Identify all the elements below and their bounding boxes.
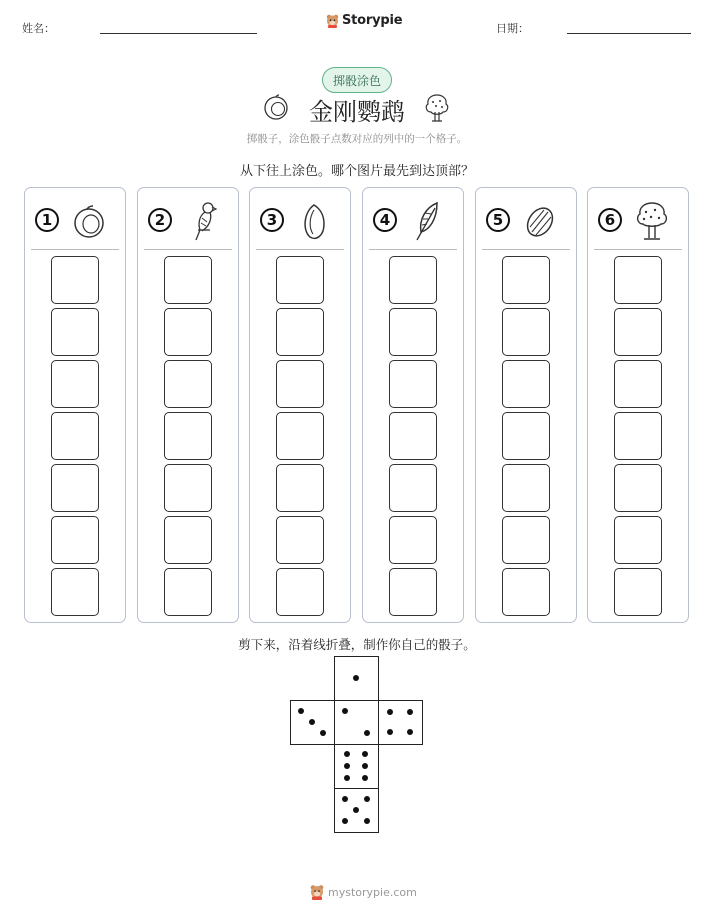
die-face [290,700,335,745]
color-cell[interactable] [51,412,99,460]
die-pip [387,709,393,715]
die-face [378,700,423,745]
column-5 [475,187,577,623]
die-pip [342,708,348,714]
color-cell[interactable] [164,308,212,356]
color-cell[interactable] [51,256,99,304]
color-cell[interactable] [389,568,437,616]
die-face [334,700,379,745]
die-pip [344,775,350,781]
color-cell[interactable] [164,464,212,512]
color-cell[interactable] [51,568,99,616]
die-face [334,656,379,701]
color-cell[interactable] [389,360,437,408]
color-cell[interactable] [164,360,212,408]
die-pip [364,818,370,824]
die-pip [320,730,326,736]
die-pip [344,751,350,757]
column-divider [31,249,119,250]
die-pip [309,719,315,725]
color-cell[interactable] [614,516,662,564]
color-cell[interactable] [164,256,212,304]
die-pip [298,708,304,714]
column-1 [24,187,126,623]
color-cell[interactable] [614,464,662,512]
column-number: 3 [260,208,284,232]
column-number: 1 [35,208,59,232]
instruction: 从下往上涂色。哪个图片最先到达顶部？ [239,164,474,179]
name-label: 姓名： [22,22,55,35]
column-6 [587,187,689,623]
column-number: 5 [486,208,510,232]
color-cell[interactable] [502,568,550,616]
die-pip [342,818,348,824]
seed-icon [294,200,334,242]
die-pip [387,729,393,735]
die-pip [362,775,368,781]
macaw-icon [182,200,222,242]
color-cell[interactable] [164,516,212,564]
page-title: 金刚鹦鹉 [309,98,405,126]
die-pip [353,675,359,681]
die-pip [407,729,413,735]
color-cell[interactable] [502,412,550,460]
column-number: 2 [148,208,172,232]
color-cell[interactable] [276,308,324,356]
color-cell[interactable] [276,256,324,304]
nut-icon [520,200,560,242]
color-cell[interactable] [276,568,324,616]
color-cell[interactable] [502,256,550,304]
color-cell[interactable] [614,308,662,356]
date-label: 日期： [496,22,529,35]
color-cell[interactable] [389,308,437,356]
color-cell[interactable] [389,412,437,460]
bear-logo-icon [326,14,339,28]
column-2 [137,187,239,623]
color-cell[interactable] [164,568,212,616]
color-cell[interactable] [502,360,550,408]
die-face [334,788,379,833]
die-pip [362,763,368,769]
column-number: 4 [373,208,397,232]
color-cell[interactable] [51,308,99,356]
tree-icon [422,91,452,123]
color-cell[interactable] [276,360,324,408]
color-cell[interactable] [389,256,437,304]
footer-url[interactable]: mystorypie.com [328,885,417,899]
die-pip [342,796,348,802]
die-pip [407,709,413,715]
color-cell[interactable] [614,568,662,616]
plum-icon [262,93,290,121]
footer [310,884,417,900]
color-cell[interactable] [502,308,550,356]
color-cell[interactable] [276,412,324,460]
color-cell[interactable] [51,464,99,512]
column-number: 6 [598,208,622,232]
color-cell[interactable] [614,256,662,304]
die-pip [364,730,370,736]
tree-icon [632,200,672,242]
feather-icon [407,200,447,242]
color-cell[interactable] [51,516,99,564]
color-cell[interactable] [51,360,99,408]
color-cell[interactable] [502,516,550,564]
storypie-logo [326,13,402,28]
activity-badge: 掷骰涂色 [322,67,392,93]
subtitle: 掷骰子，涂色骰子点数对应的列中的一个格子。 [246,133,468,145]
logo-text: Storypie [342,13,403,28]
bear-logo-icon [310,884,324,900]
name-line[interactable] [100,33,257,34]
cut-instruction: 剪下来，沿着线折叠，制作你自己的骰子。 [238,637,476,652]
color-cell[interactable] [502,464,550,512]
color-cell[interactable] [164,412,212,460]
die-pip [362,751,368,757]
die-pip [364,796,370,802]
color-cell[interactable] [389,516,437,564]
column-divider [256,249,344,250]
plum-icon [69,200,109,242]
date-line[interactable] [567,33,691,34]
column-3 [249,187,351,623]
column-divider [144,249,232,250]
color-cell[interactable] [389,464,437,512]
color-cell[interactable] [276,464,324,512]
die-pip [344,763,350,769]
color-cell[interactable] [614,412,662,460]
color-cell[interactable] [614,360,662,408]
column-divider [594,249,682,250]
die-pip [353,807,359,813]
die-face [334,744,379,789]
column-divider [482,249,570,250]
column-divider [369,249,457,250]
color-cell[interactable] [276,516,324,564]
column-4 [362,187,464,623]
